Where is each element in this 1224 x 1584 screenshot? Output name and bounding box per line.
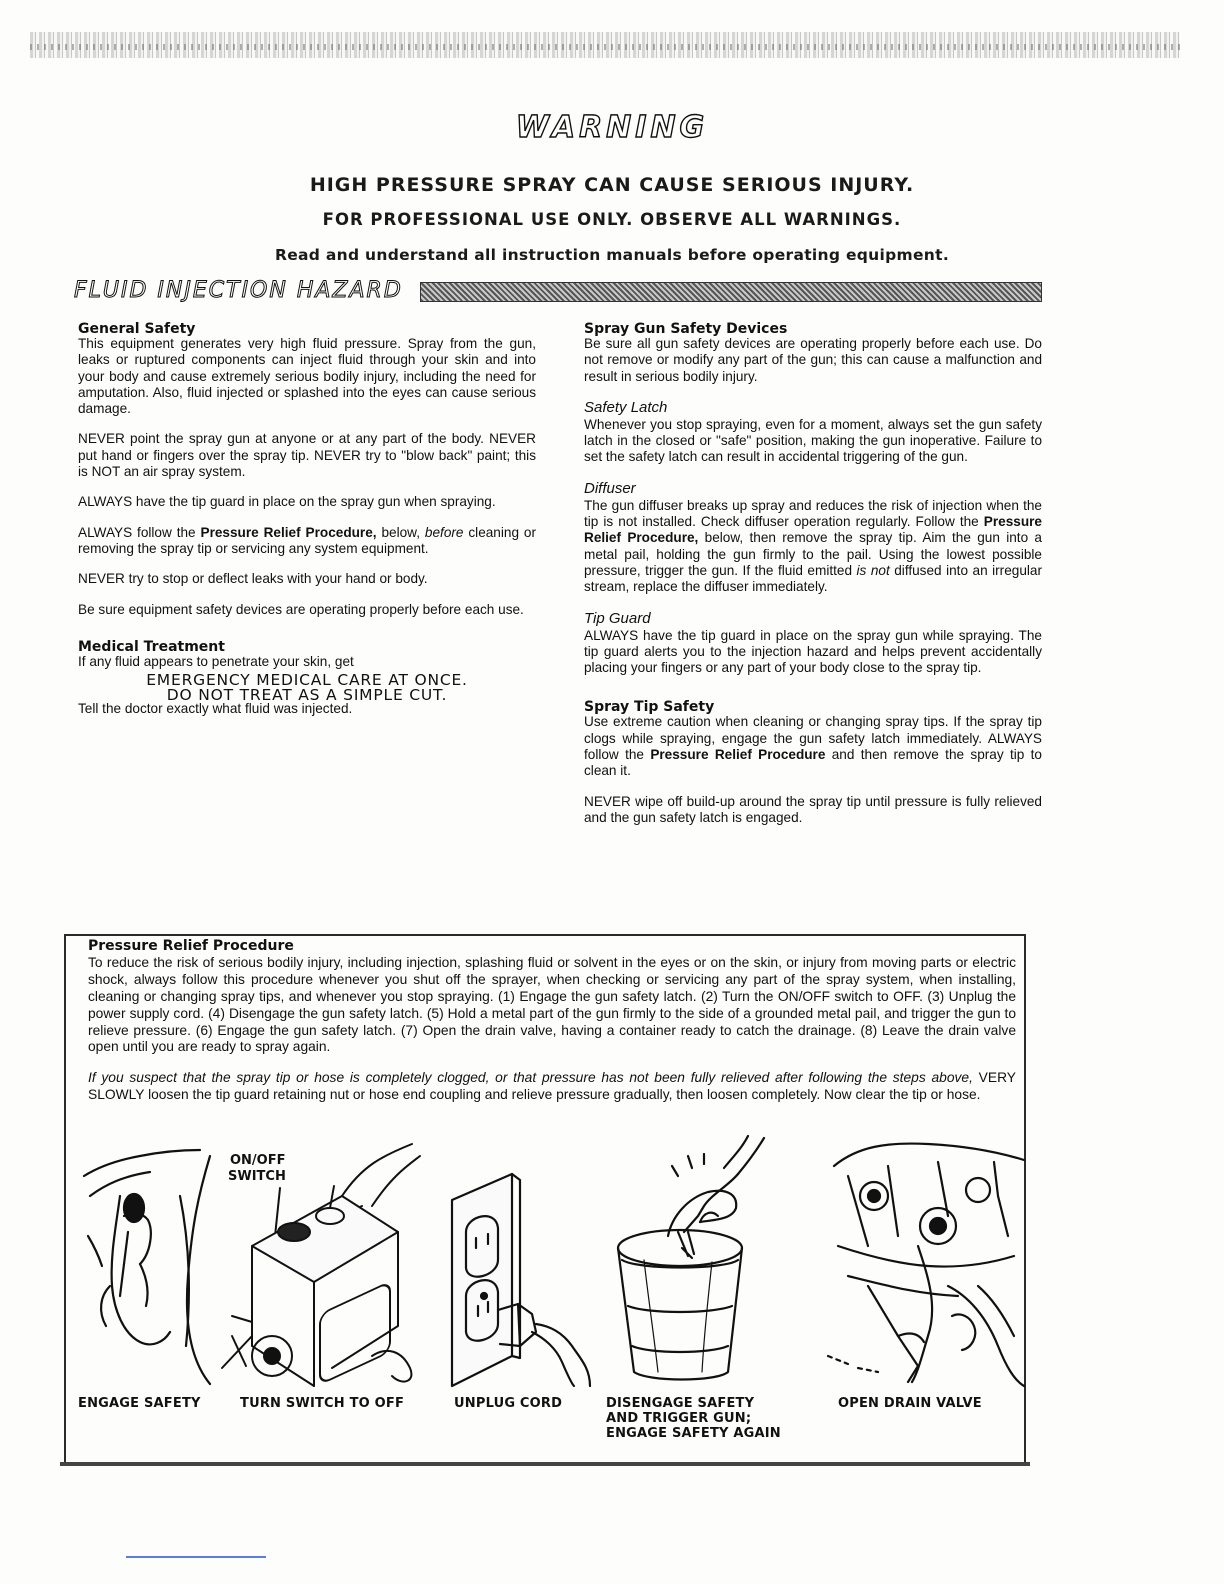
scan-artifact-band-dark [30, 44, 1180, 50]
diffuser-text-b: below, then remove the spray tip. Aim the gun into a metal pail, holding the gun firmly to the pail. Using the lowest possible pressure, trigger the gun. If the fluid emitted [584, 530, 1042, 578]
spray-tip-safety-heading: Spray Tip Safety [584, 699, 715, 716]
clogged-rest: VERY SLOWLY loosen the tip guard retaining nut or hose end coupling and relieve pressure gradually, then loosen completely. Now clear the tip or hose. [88, 1070, 1016, 1103]
diffuser-text-c: diffused into an irregular stream, replace the diffuser immediately. [584, 562, 1042, 595]
unplug-cord-illustration [440, 1136, 590, 1386]
headline-professional-use: FOR PROFESSIONAL USE ONLY. OBSERVE ALL WARNINGS. [322, 210, 902, 229]
gun-safety-devices-text: Be sure all gun safety devices are operating properly before each use. Do not remove or modify any part of the gun; this can cause a malfunction and result in serious bodily injury. [584, 336, 1042, 384]
diffuser-text [584, 498, 1042, 596]
diffuser-heading: Diffuser [584, 479, 636, 497]
open-drain-valve-illustration [828, 1136, 1024, 1386]
caption-disengage-line-1: DISENGAGE SAFETY [606, 1396, 755, 1411]
left-column [78, 322, 536, 717]
caption-unplug-cord: UNPLUG CORD [454, 1396, 563, 1411]
tip-guard-text: ALWAYS have the tip guard in place on the spray gun while spraying. The tip guard alerts you to the injection hazard and helps prevent accidentally placing your fingers or any part of your body close to the spray tip. [584, 627, 1042, 676]
general-safety-para-2: NEVER point the spray gun at anyone or at any part of the body. NEVER put hand or fingers over the spray tip. NEVER try to "blow back" paint; this is NOT an air spray system. [78, 431, 536, 480]
diffuser-text-bold: Pressure Relief Procedure, [584, 514, 1042, 546]
warning-title: WARNING [515, 110, 709, 145]
engage-safety-illustration [80, 1136, 230, 1386]
diffuser-text-a: The gun diffuser breaks up spray and reduces the risk of injection when the tip is not installed. Check diffuser operation regularly. Follow the [584, 497, 1042, 530]
relief-text-bold: Pressure Relief Procedure, [200, 524, 377, 540]
caption-engage-safety: ENGAGE SAFETY [78, 1396, 201, 1411]
general-safety-para-relief [78, 525, 536, 558]
pressure-relief-heading: Pressure Relief Procedure [88, 938, 294, 954]
trigger-gun-pail-illustration [608, 1136, 768, 1386]
pressure-relief-clogged-text [88, 1070, 1016, 1104]
safety-latch-heading: Safety Latch [584, 398, 668, 416]
spray-tip-safety-para-2: NEVER wipe off build-up around the spray tip until pressure is fully relieved and the gun safety latch is engaged. [584, 793, 1042, 825]
headline-high-pressure: HIGH PRESSURE SPRAY CAN CAUSE SERIOUS INJURY. [309, 174, 915, 196]
general-safety-para-6: Be sure equipment safety devices are operating properly before each use. [78, 601, 524, 617]
scan-blue-mark [126, 1556, 266, 1558]
emergency-care-line: EMERGENCY MEDICAL CARE AT ONCE. [146, 671, 468, 690]
medical-line-2: Tell the doctor exactly what fluid was injected. [78, 701, 353, 717]
hazard-shaded-bar [420, 282, 1042, 302]
hazard-title: FLUID INJECTION HAZARD [74, 278, 403, 303]
medical-line-1: If any fluid appears to penetrate your skin, get [78, 653, 354, 669]
caption-disengage-line-3: ENGAGE SAFETY AGAIN [606, 1426, 781, 1441]
spray-tip-safety-text [584, 714, 1042, 779]
hazard-heading-row [74, 278, 1040, 304]
turn-switch-off-illustration [222, 1136, 422, 1386]
do-not-treat-line: DO NOT TREAT AS A SIMPLE CUT. [166, 686, 448, 705]
on-off-label-2: SWITCH [228, 1169, 286, 1184]
general-safety-para-1: This equipment generates very high fluid pressure. Spray from the gun, leaks or ruptured components can inject fluid through your skin and into your body and cause extremely serious bodily injury, including the need for amputation. Also, fluid injected or splashed into the eyes can cause serious damage. [78, 336, 536, 417]
gun-safety-devices-heading: Spray Gun Safety Devices [584, 321, 788, 337]
pressure-relief-box-bottom-rule [60, 1462, 1030, 1466]
tip-safety-text-a: Use extreme caution when cleaning or changing spray tips. If the spray tip clogs while spraying, engage the gun safety latch immediately. ALWAYS follow the [584, 714, 1042, 763]
general-safety-heading: General Safety [78, 321, 196, 337]
clogged-italic: If you suspect that the spray tip or hose is completely clogged, or that pressure has not been fully relieved after following the steps above, [88, 1070, 973, 1086]
general-safety-para-5: NEVER try to stop or deflect leaks with your hand or body. [78, 571, 428, 587]
relief-text-c: cleaning or removing the spray tip or servicing any system equipment. [78, 524, 537, 556]
relief-text-italic: before [424, 524, 464, 540]
relief-text-b: below, [376, 524, 425, 540]
right-column [584, 322, 1042, 840]
pressure-relief-procedure-text: To reduce the risk of serious bodily injury, including injection, splashing fluid or solvent in the eyes or on the skin, or injury from moving parts or electric shock, always follow this procedure whenever you shut off the sprayer, when checking or servicing any part of the spray system, when installing, cleaning or changing spray tips, and whenever you stop spraying. (1) Engage the gun safety latch. (2) Turn the ON/OFF switch to OFF. (3) Unplug the power supply cord. (4) Disengage the gun safety latch. (5) Hold a metal part of the gun firmly to the side of a grounded metal pail, and trigger the gun to relieve pressure. (6) Engage the gun safety latch. (7) Open the drain valve, having a container ready to catch the drainage. (8) Leave the drain valve open until you are ready to spray again. [88, 954, 1016, 1055]
caption-open-drain-valve: OPEN DRAIN VALVE [838, 1396, 982, 1411]
on-off-label-1: ON/OFF [230, 1153, 286, 1168]
medical-treatment-heading: Medical Treatment [78, 638, 225, 655]
safety-latch-text: Whenever you stop spraying, even for a moment, always set the gun safety latch in the closed or "safe" position, making the gun inoperative. Failure to set the safety latch can result in accidental triggering of the gun. [584, 416, 1042, 465]
caption-turn-switch-off: TURN SWITCH TO OFF [240, 1396, 405, 1411]
tip-safety-text-bold: Pressure Relief Procedure [650, 747, 826, 763]
caption-disengage-safety [606, 1396, 781, 1441]
general-safety-para-3: ALWAYS have the tip guard in place on the spray gun when spraying. [78, 494, 496, 510]
diffuser-text-italic: is not [856, 562, 890, 578]
pressure-relief-text-block [88, 938, 1016, 1118]
tip-safety-text-b: and then remove the spray tip to clean it. [584, 747, 1042, 779]
tip-guard-heading: Tip Guard [584, 609, 651, 627]
relief-text-a: ALWAYS follow the [78, 524, 201, 540]
caption-disengage-line-2: AND TRIGGER GUN; [606, 1411, 752, 1426]
headline-read-manuals: Read and understand all instruction manuals before operating equipment. [274, 246, 950, 264]
